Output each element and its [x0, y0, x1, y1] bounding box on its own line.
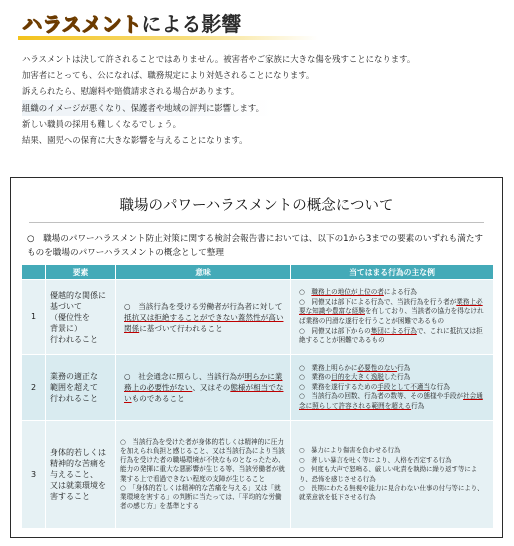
meaning-emphasis: 抵抗又は拒絶することができない蓋然性が高い関係 — [124, 312, 284, 333]
example-item: ○ 当該行為の回数、行為者の数等、その態様や手段が社会通念に照らして許容される範囲を超える行為 — [299, 392, 483, 410]
title-part2: による影響 — [141, 12, 242, 36]
example-item: ○ 同僚又は部下による行為で、当該行為を行う者が業務上必要な知識や豊富な経験を有しており、当該者の協力を得なければ業務の円滑な遂行を行うことが困難であるもの — [299, 297, 484, 325]
meaning-cell: ○ 社会通念に照らし、当該行為が明らかに業務上の必要性がない、又はその態様が相当でないものであること — [116, 355, 291, 421]
element-line: 又は就業環境を — [50, 481, 106, 490]
power-harassment-concept-panel — [10, 177, 503, 538]
concept-table — [21, 264, 494, 529]
header-num — [22, 265, 46, 280]
meaning-text: に基づいて行われること — [139, 323, 223, 333]
meaning-paragraph: ○ 当該行為を受けた者が身体的若しくは精神的に圧力を加えられ負担と感じること、又は当該行為により当該行為を受けた者の職場環境が不快なものとなったため、能力の発揮に重大な悪影響が生じる等、当該労働者が就業する上で看過できない程度の支障が生じること — [120, 437, 285, 483]
element-line: 背景に） — [50, 323, 82, 333]
element-cell — [46, 355, 116, 421]
meaning-cell — [116, 421, 291, 529]
effect-line: 結果、園児への保育に大きな影響を与えることになります。 — [22, 135, 248, 146]
table-row — [22, 280, 494, 355]
title-underline — [18, 36, 318, 40]
header-element: 要素 — [46, 265, 116, 280]
element-line: 優越的な関係に — [50, 290, 106, 300]
header-examples: 当てはまる行為の主な例 — [291, 265, 494, 280]
effect-line: 新しい職員の採用も難しくなるでしょう。 — [22, 118, 182, 129]
element-line: （優位性を — [50, 312, 90, 322]
element-line: 身体的若しくは — [50, 448, 106, 457]
example-item: ○ 同僚又は部下からの集団による行為で、これに抵抗又は拒絶することが困難であるもの — [299, 326, 483, 345]
element-line: 害すること — [50, 492, 90, 501]
effect-line: 加害者にとっても、公になれば、職務規定により対処されることになります。 — [22, 70, 315, 81]
effect-line: 訴えられたら、慰謝料や賠償請求される場合があります。 — [22, 86, 240, 97]
element-line: 与えること、 — [50, 470, 98, 479]
meaning-cell — [116, 280, 291, 355]
page-title — [22, 8, 241, 37]
meaning-text: ○ 当該行為を受ける労働者が行為者に対して — [124, 301, 283, 311]
example-item: ○ 業務上明らかに必要性のない行為 — [299, 363, 411, 372]
row-number: 3 — [22, 421, 46, 529]
examples-cell — [291, 280, 494, 355]
example-item: ○ 長期にわたる無視や能力に見合わない仕事の付与等により、就業意欲を低下させる行為 — [299, 483, 484, 502]
element-cell — [46, 421, 116, 529]
meaning-paragraph: ○ 「身体的若しくは精神的な苦痛を与える」又は「就業環境を害する」の判断に当たっては、「平均的な労働者の感じ方」を基準とする — [120, 483, 282, 511]
example-item: ○ 業務の目的を大きく逸脱した行為 — [299, 373, 411, 382]
element-line: 範囲を超えて — [50, 383, 98, 392]
table-row — [22, 421, 494, 529]
row-number: 2 — [22, 355, 46, 421]
table-header-row — [22, 265, 494, 280]
element-line: 精神的な苦痛を — [50, 459, 106, 468]
element-line: 業務の適正な — [50, 372, 98, 381]
examples-cell — [291, 421, 494, 529]
example-item: ○ 著しい暴言を吐く等により、人格を否定する行為 — [299, 455, 452, 464]
table-row — [22, 355, 494, 421]
example-item: ○ 暴力により傷害を負わせる行為 — [299, 446, 401, 455]
examples-cell — [291, 355, 494, 421]
effect-line: ハラスメントは決して許されることではありません。被害者やご家族に大きな傷を残すことになります。 — [22, 54, 416, 64]
panel-divider — [29, 222, 484, 223]
panel-intro: ○ 職場のパワーハラスメント防止対策に関する検討会報告書においては、以下の1から3までの要素のいずれも満たすものを職場のパワーハラスメントの概念として整理 — [27, 234, 484, 258]
example-item: ○ 職務上の地位が上位の者による行為 — [299, 288, 417, 297]
example-item: ○ 何度も大声で怒鳴る、厳しい叱責を執拗に繰り返す等により、恐怖を感じさせる行為 — [299, 465, 478, 483]
effects-list — [22, 51, 502, 148]
element-line: 行われること — [50, 334, 98, 344]
example-item: ○ 業務を遂行するための手段として不適当な行為 — [299, 382, 450, 391]
element-cell — [46, 280, 116, 355]
row-number: 1 — [22, 280, 46, 355]
effect-line: 組織のイメージが悪くなり、保護者や地域の評判に影響します。 — [22, 100, 272, 116]
element-line: 行われること — [50, 394, 98, 403]
title-part1: ハラスメント — [22, 12, 142, 36]
panel-title: 職場のパワーハラスメントの概念について — [119, 198, 394, 214]
header-meaning: 意味 — [116, 265, 291, 280]
element-line: 基づいて — [50, 301, 82, 311]
